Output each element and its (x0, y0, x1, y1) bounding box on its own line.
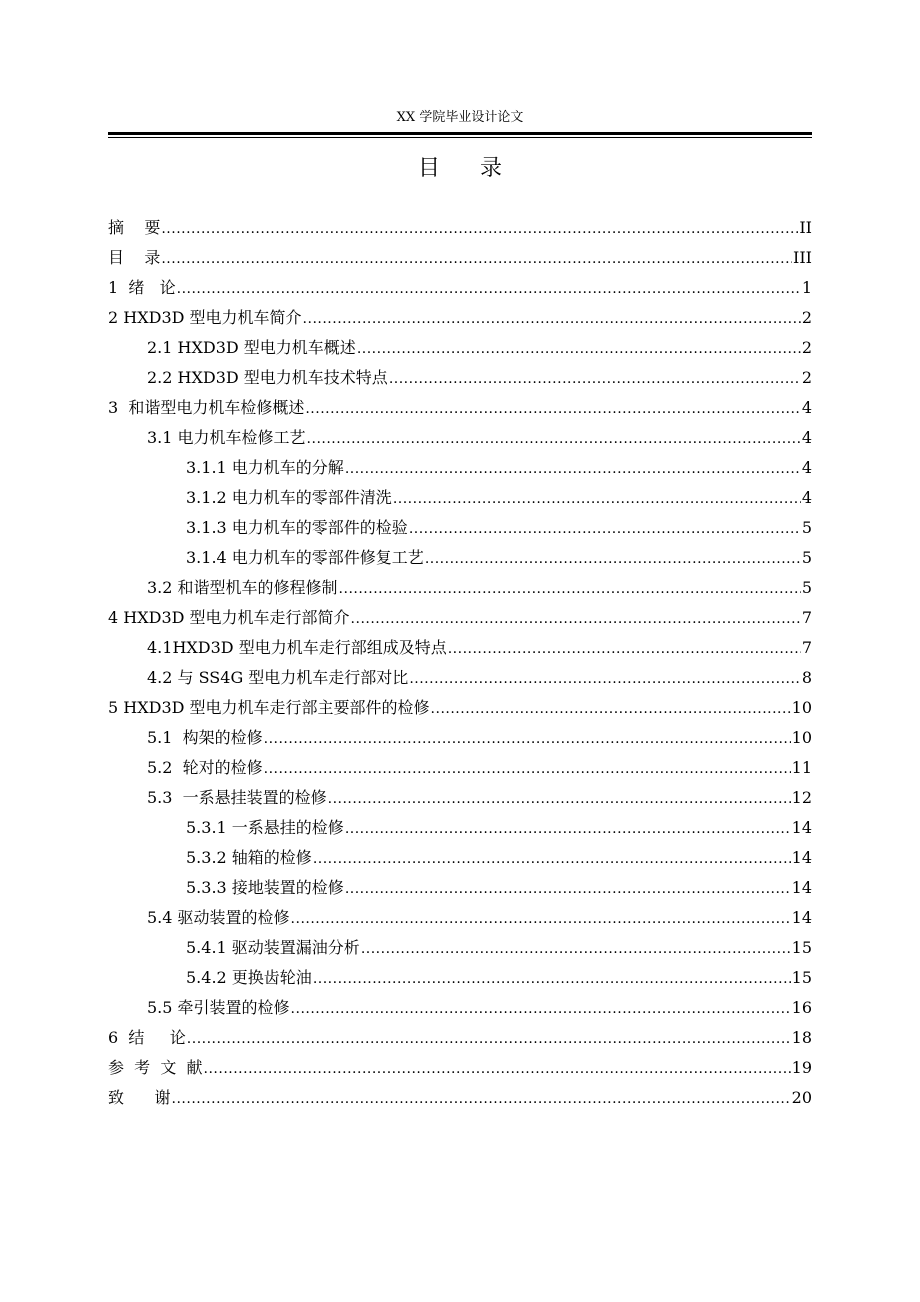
toc-entry-page: 7 (801, 638, 812, 657)
toc-entry[interactable] (186, 513, 812, 543)
toc-entry[interactable] (108, 1023, 812, 1053)
toc-leader-dots (305, 393, 800, 424)
toc-entry-label: 3.2 和谐型机车的修程修制 (147, 578, 338, 597)
toc-entry-page: 15 (791, 938, 812, 957)
toc-leader-dots (291, 903, 791, 934)
toc-entry-label: 3.1.3 电力机车的零部件的检验 (186, 518, 408, 537)
toc-leader-dots (161, 243, 792, 274)
toc-entry-page: 4 (801, 488, 812, 507)
toc-leader-dots (307, 423, 801, 454)
toc-entry[interactable] (108, 273, 812, 303)
toc-entry[interactable] (186, 453, 812, 483)
toc-title: 目录 (417, 156, 542, 181)
toc-leader-dots (425, 543, 801, 574)
toc-entry-label: 参 考 文 献 (108, 1058, 203, 1077)
toc-entry-page: 10 (791, 728, 812, 747)
toc-entry[interactable] (108, 243, 812, 273)
toc-entry-page: 14 (791, 878, 812, 897)
toc-leader-dots (177, 273, 801, 304)
toc-leader-dots (345, 873, 791, 904)
toc-leader-dots (409, 663, 801, 694)
toc-leader-dots (172, 1083, 791, 1114)
toc-leader-dots (187, 1023, 791, 1054)
toc-entry-page: 12 (791, 788, 812, 807)
toc-entry[interactable] (108, 603, 812, 633)
toc-entry-label: 5.3.3 接地装置的检修 (186, 878, 344, 897)
toc-entry-page: 1 (801, 278, 812, 297)
toc-entry-page: 4 (801, 398, 812, 417)
toc-leader-dots (345, 453, 801, 484)
toc-entry[interactable] (147, 723, 812, 753)
toc-entry-page: 4 (801, 428, 812, 447)
toc-entry-page: 8 (801, 668, 812, 687)
toc-entry-page: 14 (791, 908, 812, 927)
toc-entry[interactable] (186, 483, 812, 513)
toc-entry[interactable] (147, 783, 812, 813)
toc-entry[interactable] (108, 1053, 812, 1083)
toc-entry[interactable] (147, 333, 812, 363)
toc-entry-label: 3.1.2 电力机车的零部件清洗 (186, 488, 392, 507)
toc-leader-dots (357, 333, 801, 364)
document-header: XX 学院毕业设计论文 (396, 110, 524, 125)
toc-entry-page: 5 (801, 548, 812, 567)
toc-leader-dots (345, 813, 791, 844)
toc-entry-label: 摘 要 (108, 218, 161, 237)
toc-entry-page: 18 (791, 1028, 812, 1047)
toc-entry-label: 5.4 驱动装置的检修 (147, 908, 290, 927)
toc-entry-page: 4 (801, 458, 812, 477)
toc-leader-dots (161, 213, 798, 244)
toc-entry-label: 5.5 牵引装置的检修 (147, 998, 290, 1017)
toc-entry-page: 16 (791, 998, 812, 1017)
toc-entry[interactable] (147, 753, 812, 783)
toc-entry-page: 7 (801, 608, 812, 627)
toc-entry-label: 4.2 与 SS4G 型电力机车走行部对比 (147, 668, 409, 687)
toc-entry-label: 3 和谐型电力机车检修概述 (108, 398, 305, 417)
toc-entry[interactable] (108, 303, 812, 333)
toc-leader-dots (328, 783, 791, 814)
toc-entry[interactable] (186, 543, 812, 573)
toc-leader-dots (291, 993, 791, 1024)
toc-entry-label: 5.3 一系悬挂装置的检修 (147, 788, 327, 807)
toc-entry-label: 2.1 HXD3D 型电力机车概述 (147, 338, 356, 357)
toc-leader-dots (264, 753, 791, 784)
toc-entry-label: 4.1HXD3D 型电力机车走行部组成及特点 (147, 638, 447, 657)
toc-entry-page: 2 (801, 308, 812, 327)
toc-entry[interactable] (147, 423, 812, 453)
toc-entry-label: 5.1 构架的检修 (147, 728, 263, 747)
toc-entry[interactable] (147, 573, 812, 603)
toc-entry[interactable] (186, 873, 812, 903)
toc-entry[interactable] (186, 813, 812, 843)
toc-entry-label: 5.2 轮对的检修 (147, 758, 263, 777)
toc-entry[interactable] (186, 933, 812, 963)
toc-entry[interactable] (147, 663, 812, 693)
toc-entry[interactable] (186, 963, 812, 993)
toc-leader-dots (389, 363, 801, 394)
toc-leader-dots (204, 1053, 791, 1084)
toc-leader-dots (303, 303, 801, 334)
toc-entry-label: 2.2 HXD3D 型电力机车技术特点 (147, 368, 388, 387)
toc-entry-label: 5.3.2 轴箱的检修 (186, 848, 312, 867)
toc-entry[interactable] (108, 213, 812, 243)
toc-leader-dots (313, 963, 791, 994)
toc-entry-page: 10 (791, 698, 812, 717)
toc-entry[interactable] (147, 633, 812, 663)
toc-entry-page: 14 (791, 818, 812, 837)
toc-entry-label: 6 结 论 (108, 1028, 186, 1047)
toc-entry[interactable] (108, 693, 812, 723)
toc-leader-dots (313, 843, 791, 874)
toc-entry[interactable] (147, 903, 812, 933)
toc-entry-page: 11 (791, 758, 812, 777)
toc-entry-page: 2 (801, 368, 812, 387)
toc-entry-label: 5.4.2 更换齿轮油 (186, 968, 312, 987)
toc-entry-page: 14 (791, 848, 812, 867)
toc-entry-label: 5 HXD3D 型电力机车走行部主要部件的检修 (108, 698, 430, 717)
toc-entry-label: 目 录 (108, 248, 161, 267)
toc-entry-page: 15 (791, 968, 812, 987)
toc-entry-page: 2 (801, 338, 812, 357)
toc-leader-dots (339, 573, 801, 604)
toc-entry-page: 5 (801, 578, 812, 597)
toc-entry-label: 5.4.1 驱动装置漏油分析 (186, 938, 360, 957)
header-rule-thin (108, 137, 812, 138)
toc-entry-page: 19 (791, 1058, 812, 1077)
toc-entry[interactable] (108, 1083, 812, 1113)
toc-leader-dots (351, 603, 801, 634)
toc-entry-page: 5 (801, 518, 812, 537)
toc-entry[interactable] (147, 363, 812, 393)
toc-entry[interactable] (108, 393, 812, 423)
toc-entry-page: II (799, 218, 812, 237)
toc-leader-dots (448, 633, 801, 664)
toc-leader-dots (393, 483, 801, 514)
toc-entry-label: 3.1.1 电力机车的分解 (186, 458, 344, 477)
toc-leader-dots (264, 723, 791, 754)
toc-entry-label: 5.3.1 一系悬挂的检修 (186, 818, 344, 837)
toc-entry-label: 1 绪 论 (108, 278, 176, 297)
toc-entry-label: 致 谢 (108, 1088, 171, 1107)
toc-entry-label: 4 HXD3D 型电力机车走行部简介 (108, 608, 350, 627)
toc-entry-page: 20 (791, 1088, 812, 1107)
toc-entry-label: 2 HXD3D 型电力机车简介 (108, 308, 302, 327)
toc-leader-dots (431, 693, 791, 724)
header-rule-thick (108, 132, 812, 135)
toc-entry-label: 3.1.4 电力机车的零部件修复工艺 (186, 548, 424, 567)
toc-entry-label: 3.1 电力机车检修工艺 (147, 428, 306, 447)
toc-entry[interactable] (186, 843, 812, 873)
toc-entry-page: III (793, 248, 812, 267)
toc-entry[interactable] (147, 993, 812, 1023)
toc-leader-dots (361, 933, 791, 964)
toc-leader-dots (409, 513, 801, 544)
